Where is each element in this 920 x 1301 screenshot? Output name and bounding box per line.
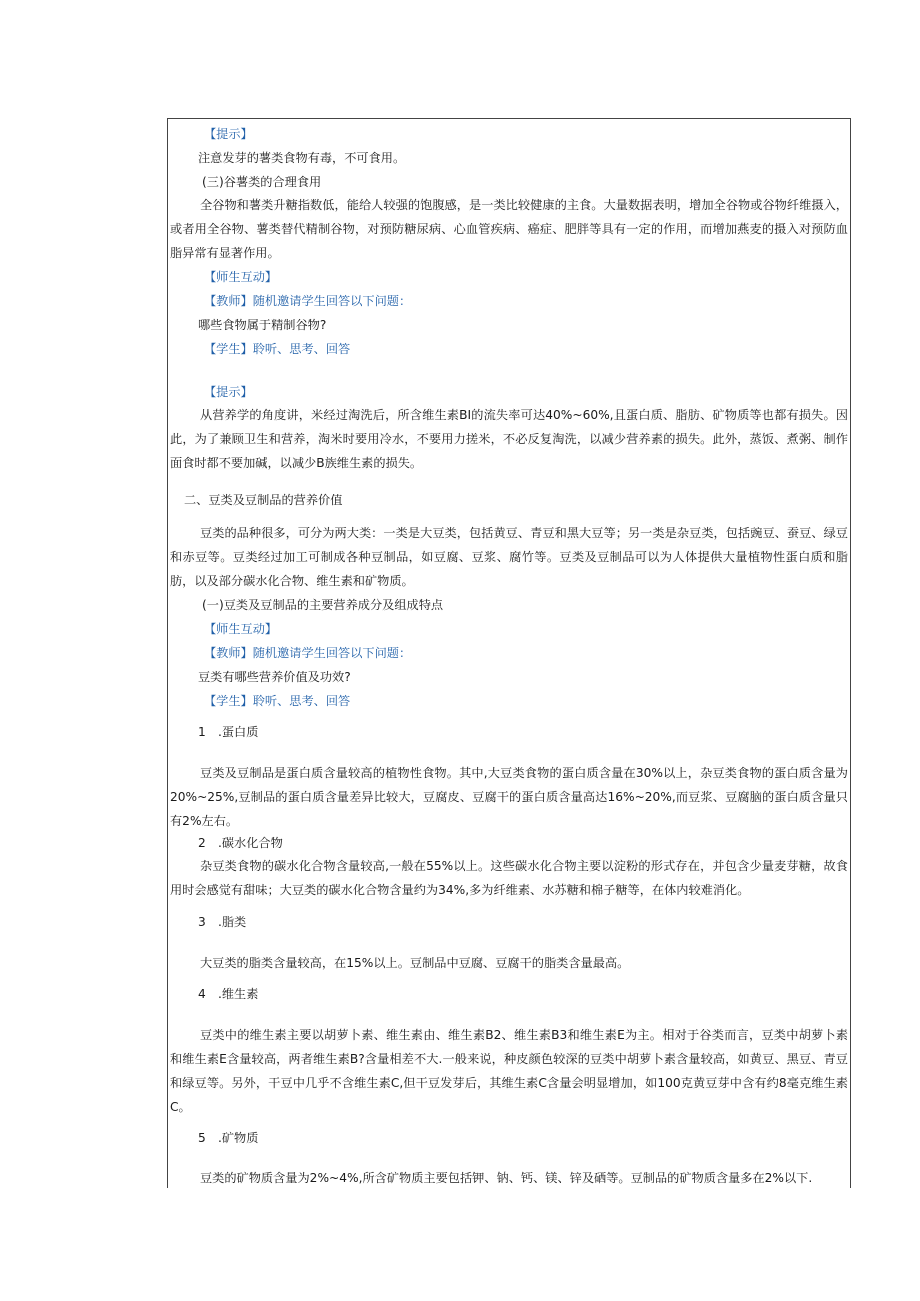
item-heading-mineral: 5 .矿物质 [198, 1131, 259, 1145]
interaction-label: 【师生互动】 [204, 622, 278, 636]
item-heading-fat: 3 .脂类 [198, 915, 247, 929]
document-frame [167, 118, 851, 1188]
part-title: 二、豆类及豆制品的营养价值 [184, 493, 343, 507]
interaction-label: 【师生互动】 [204, 270, 278, 284]
paragraph-mineral: 豆类的矿物质含量为2%~4%,所含矿物质主要包括钾、钠、钙、镁、锌及硒等。豆制品的矿物质含量多在2%以下. [200, 1171, 813, 1185]
subsection-title: (一)豆类及豆制品的主要营养成分及组成特点 [202, 598, 444, 612]
item-heading-vitamin: 4 .维生素 [198, 987, 259, 1001]
question: 豆类有哪些营养价值及功效? [198, 670, 351, 684]
paragraph-protein: 豆类及豆制品是蛋白质含量较高的植物性食物。其中,大豆类食物的蛋白质含量在30%以上，杂豆类食物的蛋白质含量为20%~25%,豆制品的蛋白质含量差异比较大，豆腐皮、豆腐干的蛋白质含量高达16%~20%,而豆浆、豆腐脑的蛋白质含量只有2%左右。 [170, 766, 848, 828]
paragraph-grains: 全谷物和薯类升糖指数低，能给人较强的饱腹感，是一类比较健康的主食。大量数据表明，增加全谷物或谷物纤维摄入，或者用全谷物、薯类替代精制谷物，对预防糖尿病、心血管疾病、癌症、肥胖等具有一定的作用，而增加燕麦的摄入对预防血脂异常有显著作用。 [170, 198, 848, 260]
paragraph-fat: 大豆类的脂类含量较高，在15%以上。豆制品中豆腐、豆腐干的脂类含量最高。 [200, 956, 630, 970]
teacher-prompt: 【教师】随机邀请学生回答以下问题： [204, 646, 412, 660]
student-response: 【学生】聆听、思考、回答 [204, 342, 351, 356]
question: 哪些食物属于精制谷物? [198, 318, 327, 332]
item-heading-protein: 1 .蛋白质 [198, 725, 259, 739]
tip-text: 注意发芽的薯类食物有毒，不可食用。 [198, 151, 406, 165]
item-heading-carbohydrate: 2 .碳水化合物 [198, 836, 283, 850]
section-title: (三)谷薯类的合理食用 [202, 175, 322, 189]
paragraph-beans-overview: 豆类的品种很多，可分为两大类：一类是大豆类，包括黄豆、青豆和黑大豆等；另一类是杂豆类，包括豌豆、蚕豆、绿豆和赤豆等。豆类经过加工可制成各种豆制品，如豆腐、豆浆、腐竹等。豆类及豆制品可以为人体提供大量植物性蛋白质和脂肪，以及部分碳水化合物、维生素和矿物质。 [170, 526, 848, 588]
paragraph-carbohydrate: 杂豆类食物的碳水化合物含量较高,一般在55%以上。这些碳水化合物主要以淀粉的形式存在，并包含少量麦芽糖，故食用时会感觉有甜味；大豆类的碳水化合物含量约为34%,多为纤维素、水苏糖和棉子糖等，在体内较难消化。 [170, 859, 848, 897]
tip-label: 【提示】 [204, 127, 253, 141]
tip-label: 【提示】 [204, 385, 253, 399]
paragraph-vitamin: 豆类中的维生素主要以胡萝卜素、维生素由、维生素B2、维生素B3和维生素E为主。相对于谷类而言，豆类中胡萝卜素和维生素E含量较高，两者维生素B?含量相差不大.一般来说，种皮颜色较深的豆类中胡萝卜素含量较高，如黄豆、黑豆、青豆和绿豆等。另外，干豆中几乎不含维生素C,但干豆发芽后，其维生素C含量会明显增加，如100克黄豆芽中含有约8毫克维生素C。 [170, 1028, 848, 1114]
paragraph-rice-washing: 从营养学的角度讲，米经过淘洗后，所含维生素BI的流失率可达40%~60%,且蛋白质、脂肪、矿物质等也都有损失。因此，为了兼顾卫生和营养，淘米时要用冷水，不要用力搓米，不必反复淘洗，以减少营养素的损失。此外，蒸饭、煮粥、制作面食时都不要加碱，以减少B族维生素的损失。 [170, 408, 848, 470]
teacher-prompt: 【教师】随机邀请学生回答以下问题： [204, 294, 412, 308]
student-response: 【学生】聆听、思考、回答 [204, 694, 351, 708]
